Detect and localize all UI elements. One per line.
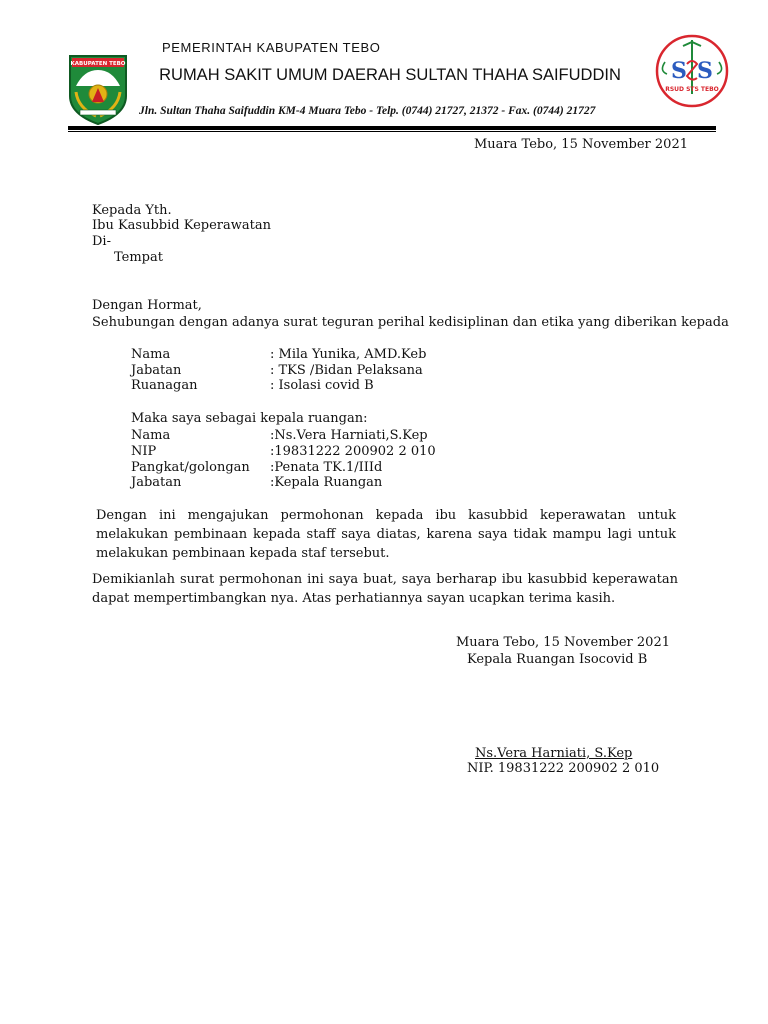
hospital-logo-label: RSUD STS TEBO bbox=[665, 86, 719, 93]
request-paragraph: Dengan ini mengajukan permohonan kepada ibu kasubbid keperawatan untuk melakukan pembinaan kepada staff saya diatas, karena saya tidak mampu lagi untuk melakukan pembinaan kepada staf tersebut. bbox=[96, 508, 676, 561]
head-name-value: :Ns.Vera Harniati,S.Kep bbox=[270, 428, 428, 443]
recipient-title: Ibu Kasubbid Keperawatan bbox=[92, 218, 271, 233]
letter-date: Muara Tebo, 15 November 2021 bbox=[474, 137, 688, 152]
letterhead-rule-thin bbox=[68, 131, 716, 132]
signature-nip: NIP. 19831222 200902 2 010 bbox=[467, 761, 660, 776]
hospital-logo bbox=[655, 34, 729, 108]
hospital-name: RUMAH SAKIT UMUM DAERAH SULTAN THAHA SAIFUDDIN bbox=[159, 66, 621, 84]
closing-paragraph: Demikianlah surat permohonan ini saya buat, saya berharap ibu kasubbid keperawatan dapat mempertimbangkan nya. Atas perhatiannya sayan ucapkan terima kasih. bbox=[92, 572, 678, 606]
signature-position: Kepala Ruangan Isocovid B bbox=[467, 652, 648, 667]
head-nip-label: NIP bbox=[131, 444, 157, 459]
svg-text:S: S bbox=[697, 58, 713, 84]
subject-position-label: Jabatan bbox=[131, 363, 182, 378]
signature-name: Ns.Vera Harniati, S.Kep bbox=[475, 746, 633, 761]
recipient-greeting: Kepada Yth. bbox=[92, 203, 172, 218]
recipient-di: Di- bbox=[92, 234, 111, 249]
head-position-value: :Kepala Ruangan bbox=[270, 475, 383, 490]
recipient-place: Tempat bbox=[114, 250, 163, 265]
government-name: PEMERINTAH KABUPATEN TEBO bbox=[162, 40, 381, 55]
salutation: Dengan Hormat, bbox=[92, 298, 202, 313]
head-position-label: Jabatan bbox=[131, 475, 182, 490]
signature-date: Muara Tebo, 15 November 2021 bbox=[456, 635, 670, 650]
hospital-address: Jln. Sultan Thaha Saifuddin KM-4 Muara Tebo - Telp. (0744) 21727, 21372 - Fax. (0744) 21727 bbox=[139, 105, 596, 117]
intro-text: Sehubungan dengan adanya surat teguran perihal kedisiplinan dan etika yang diberikan kepada bbox=[92, 315, 729, 330]
head-name-label: Nama bbox=[131, 428, 171, 443]
svg-text:KABUPATEN TEBO: KABUPATEN TEBO bbox=[70, 61, 126, 67]
subject-name-label: Nama bbox=[131, 347, 171, 362]
head-nip-value: :19831222 200902 2 010 bbox=[270, 444, 436, 459]
letterhead-rule bbox=[68, 126, 716, 130]
head-rank-value: :Penata TK.1/IIId bbox=[270, 460, 383, 475]
subject-name-value: : Mila Yunika, AMD.Keb bbox=[270, 347, 427, 362]
svg-text:S: S bbox=[671, 58, 687, 84]
regency-emblem bbox=[66, 52, 130, 126]
head-intro: Maka saya sebagai kepala ruangan: bbox=[131, 411, 368, 426]
subject-position-value: : TKS /Bidan Pelaksana bbox=[270, 363, 423, 378]
head-rank-label: Pangkat/golongan bbox=[131, 460, 250, 475]
subject-room-label: Ruanagan bbox=[131, 378, 198, 393]
subject-room-value: : Isolasi covid B bbox=[270, 378, 374, 393]
